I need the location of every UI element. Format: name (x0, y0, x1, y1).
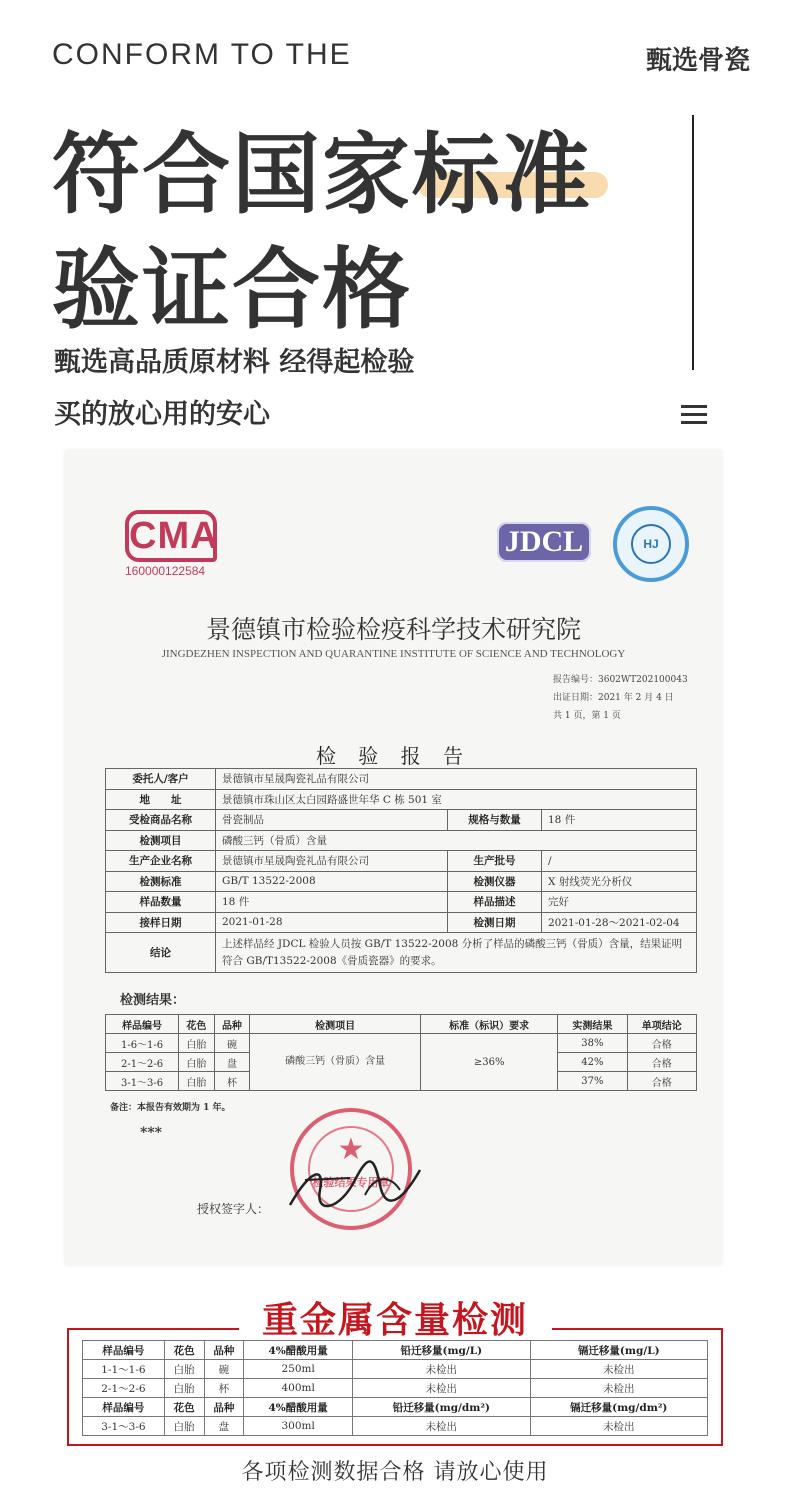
results-header: 花色 (179, 1015, 215, 1034)
cell: 未检出 (353, 1379, 530, 1398)
info-label: 受检商品名称 (106, 810, 216, 831)
cell: 盘 (204, 1417, 244, 1436)
hm-header: 4%醋酸用量 (244, 1398, 353, 1417)
results-header: 样品编号 (106, 1015, 179, 1034)
info-value: GB/T 13522-2008 (216, 871, 448, 892)
hj-certification-logo (613, 506, 689, 582)
cell: 未检出 (530, 1417, 708, 1436)
validity-note: 备注：本报告有效期为 1 年。 (110, 1103, 231, 1113)
cma-mark: CMA (125, 510, 217, 562)
hm-header: 铅迁移量(mg/L) (353, 1341, 530, 1360)
cell: 白胎 (179, 1034, 215, 1053)
seal-text: 检验结果专用章 (312, 1176, 390, 1189)
info-label: 委托人/客户 (106, 769, 216, 790)
hm-header: 镉迁移量(mg/L) (530, 1341, 708, 1360)
info-value: 骨瓷制品 (216, 810, 448, 831)
results-header: 品种 (214, 1015, 250, 1034)
table-row (83, 1360, 708, 1379)
results-header: 检测项目 (250, 1015, 421, 1034)
info-label: 样品数量 (106, 892, 216, 913)
hm-header: 样品编号 (83, 1398, 165, 1417)
cell: 白胎 (179, 1053, 215, 1072)
info-value: 18 件 (216, 892, 448, 913)
cell: 杯 (214, 1072, 250, 1091)
jdcl-logo: JDCL (497, 522, 591, 562)
hm-header: 4%醋酸用量 (244, 1341, 353, 1360)
hm-header: 样品编号 (83, 1341, 165, 1360)
results-header: 实测结果 (558, 1015, 627, 1034)
institute-name-cn: 景德镇市检验检疫科学技术研究院 (205, 615, 581, 644)
issue-date: 出证日期：2021 年 2 月 4 日 (553, 693, 674, 703)
redacted-stars: *** (140, 1125, 162, 1141)
cell: 37% (558, 1072, 627, 1091)
cell: 碗 (214, 1034, 250, 1053)
cell: 碗 (204, 1360, 244, 1379)
info-value: 景德镇市星晟陶瓷礼品有限公司 (216, 769, 697, 790)
cell: 杯 (204, 1379, 244, 1398)
title-line-2: 验证合格 (52, 238, 413, 341)
vertical-divider (692, 115, 694, 370)
cell: 未检出 (353, 1360, 530, 1379)
cell: 2-1～2-6 (106, 1053, 179, 1072)
info-value: X 射线荧光分析仪 (542, 871, 697, 892)
cell: 38% (558, 1034, 627, 1053)
report-info-table (105, 768, 697, 973)
info-label: 接样日期 (106, 912, 216, 933)
report-number: 报告编号：3602WT202100043 (553, 675, 688, 685)
info-value: 完好 (542, 892, 697, 913)
cell: ≥36% (421, 1034, 558, 1091)
info-label: 结论 (106, 933, 216, 973)
menu-icon[interactable] (681, 405, 707, 425)
cma-logo (125, 510, 217, 578)
inspection-report (65, 450, 722, 1265)
title-line-1: 符合国家标准 (52, 123, 593, 226)
footer-text: 各项检测数据合格 请放心使用 (241, 1460, 549, 1485)
hm-header: 品种 (204, 1341, 244, 1360)
info-value: 18 件 (542, 810, 697, 831)
hm-header: 品种 (204, 1398, 244, 1417)
conclusion-text: 上述样品经 JDCL 检验人员按 GB/T 13522-2008 分析了样品的磷酸三钙（骨质）含量，结果证明符合 GB/T13522-2008《骨质瓷器》的要求。 (216, 933, 697, 973)
info-label: 地 址 (106, 789, 216, 810)
cell: 未检出 (353, 1417, 530, 1436)
cell: 3-1～3-6 (106, 1072, 179, 1091)
info-value: 景德镇市珠山区太白园路盛世年华 C 栋 501 室 (216, 789, 697, 810)
info-value: 2021-01-28 (216, 912, 448, 933)
cell: 盘 (214, 1053, 250, 1072)
hm-header: 花色 (164, 1398, 204, 1417)
info-label: 生产企业名称 (106, 851, 216, 872)
info-label: 样品描述 (448, 892, 542, 913)
info-value: 2021-01-28～2021-02-04 (542, 912, 697, 933)
cell: 250ml (244, 1360, 353, 1379)
subtitle-line-1: 甄选高品质原材料 经得起检验 (54, 347, 415, 378)
cell: 未检出 (530, 1379, 708, 1398)
info-label: 检测仪器 (448, 871, 542, 892)
page-count: 共 1 页，第 1 页 (553, 711, 621, 721)
info-label: 规格与数量 (448, 810, 542, 831)
hm-header: 铅迁移量(mg/dm²) (353, 1398, 530, 1417)
cell: 300ml (244, 1417, 353, 1436)
results-header: 标准（标识）要求 (421, 1015, 558, 1034)
cell: 磷酸三钙（骨质）含量 (250, 1034, 421, 1091)
hm-header: 花色 (164, 1341, 204, 1360)
info-label: 检测标准 (106, 871, 216, 892)
signature (280, 1150, 430, 1220)
table-row (83, 1417, 708, 1436)
results-table (105, 1014, 697, 1091)
results-label: 检测结果： (120, 993, 186, 1008)
cell: 白胎 (164, 1360, 204, 1379)
heavy-metal-table (82, 1340, 708, 1436)
institute-name-en: JINGDEZHEN INSPECTION AND QUARANTINE INSTITUTE OF SCIENCE AND TECHNOLOGY (161, 648, 626, 660)
info-label: 生产批号 (448, 851, 542, 872)
header-english: CONFORM TO THE (52, 38, 352, 71)
cell: 白胎 (164, 1417, 204, 1436)
table-row (106, 1034, 697, 1053)
cell: 3-1～3-6 (83, 1417, 165, 1436)
info-label: 检测日期 (448, 912, 542, 933)
cell: 1-1～1-6 (83, 1360, 165, 1379)
cell: 合格 (627, 1053, 696, 1072)
info-label: 检测项目 (106, 830, 216, 851)
cma-number: 160000122584 (125, 564, 206, 578)
report-title: 检 验 报 告 (315, 744, 472, 768)
info-value: 磷酸三钙（骨质）含量 (216, 830, 697, 851)
star-icon: ★ (337, 1132, 365, 1167)
cell: 400ml (244, 1379, 353, 1398)
cell: 42% (558, 1053, 627, 1072)
heavy-metal-title: 重金属含量检测 (261, 1300, 528, 1341)
hj-mark: HJ (631, 524, 671, 564)
cell: 1-6～1-6 (106, 1034, 179, 1053)
results-header: 单项结论 (627, 1015, 696, 1034)
cell: 白胎 (179, 1072, 215, 1091)
table-row (83, 1379, 708, 1398)
subtitle-line-2: 买的放心用的安心 (54, 399, 270, 430)
cell: 2-1～2-6 (83, 1379, 165, 1398)
info-value: / (542, 851, 697, 872)
cell: 合格 (627, 1072, 696, 1091)
cell: 白胎 (164, 1379, 204, 1398)
hm-header: 镉迁移量(mg/dm²) (530, 1398, 708, 1417)
info-value: 景德镇市星晟陶瓷礼品有限公司 (216, 851, 448, 872)
brand-name: 甄选骨瓷 (645, 46, 750, 76)
cell: 未检出 (530, 1360, 708, 1379)
signer-label: 授权签字人： (197, 1202, 270, 1216)
cell: 合格 (627, 1034, 696, 1053)
